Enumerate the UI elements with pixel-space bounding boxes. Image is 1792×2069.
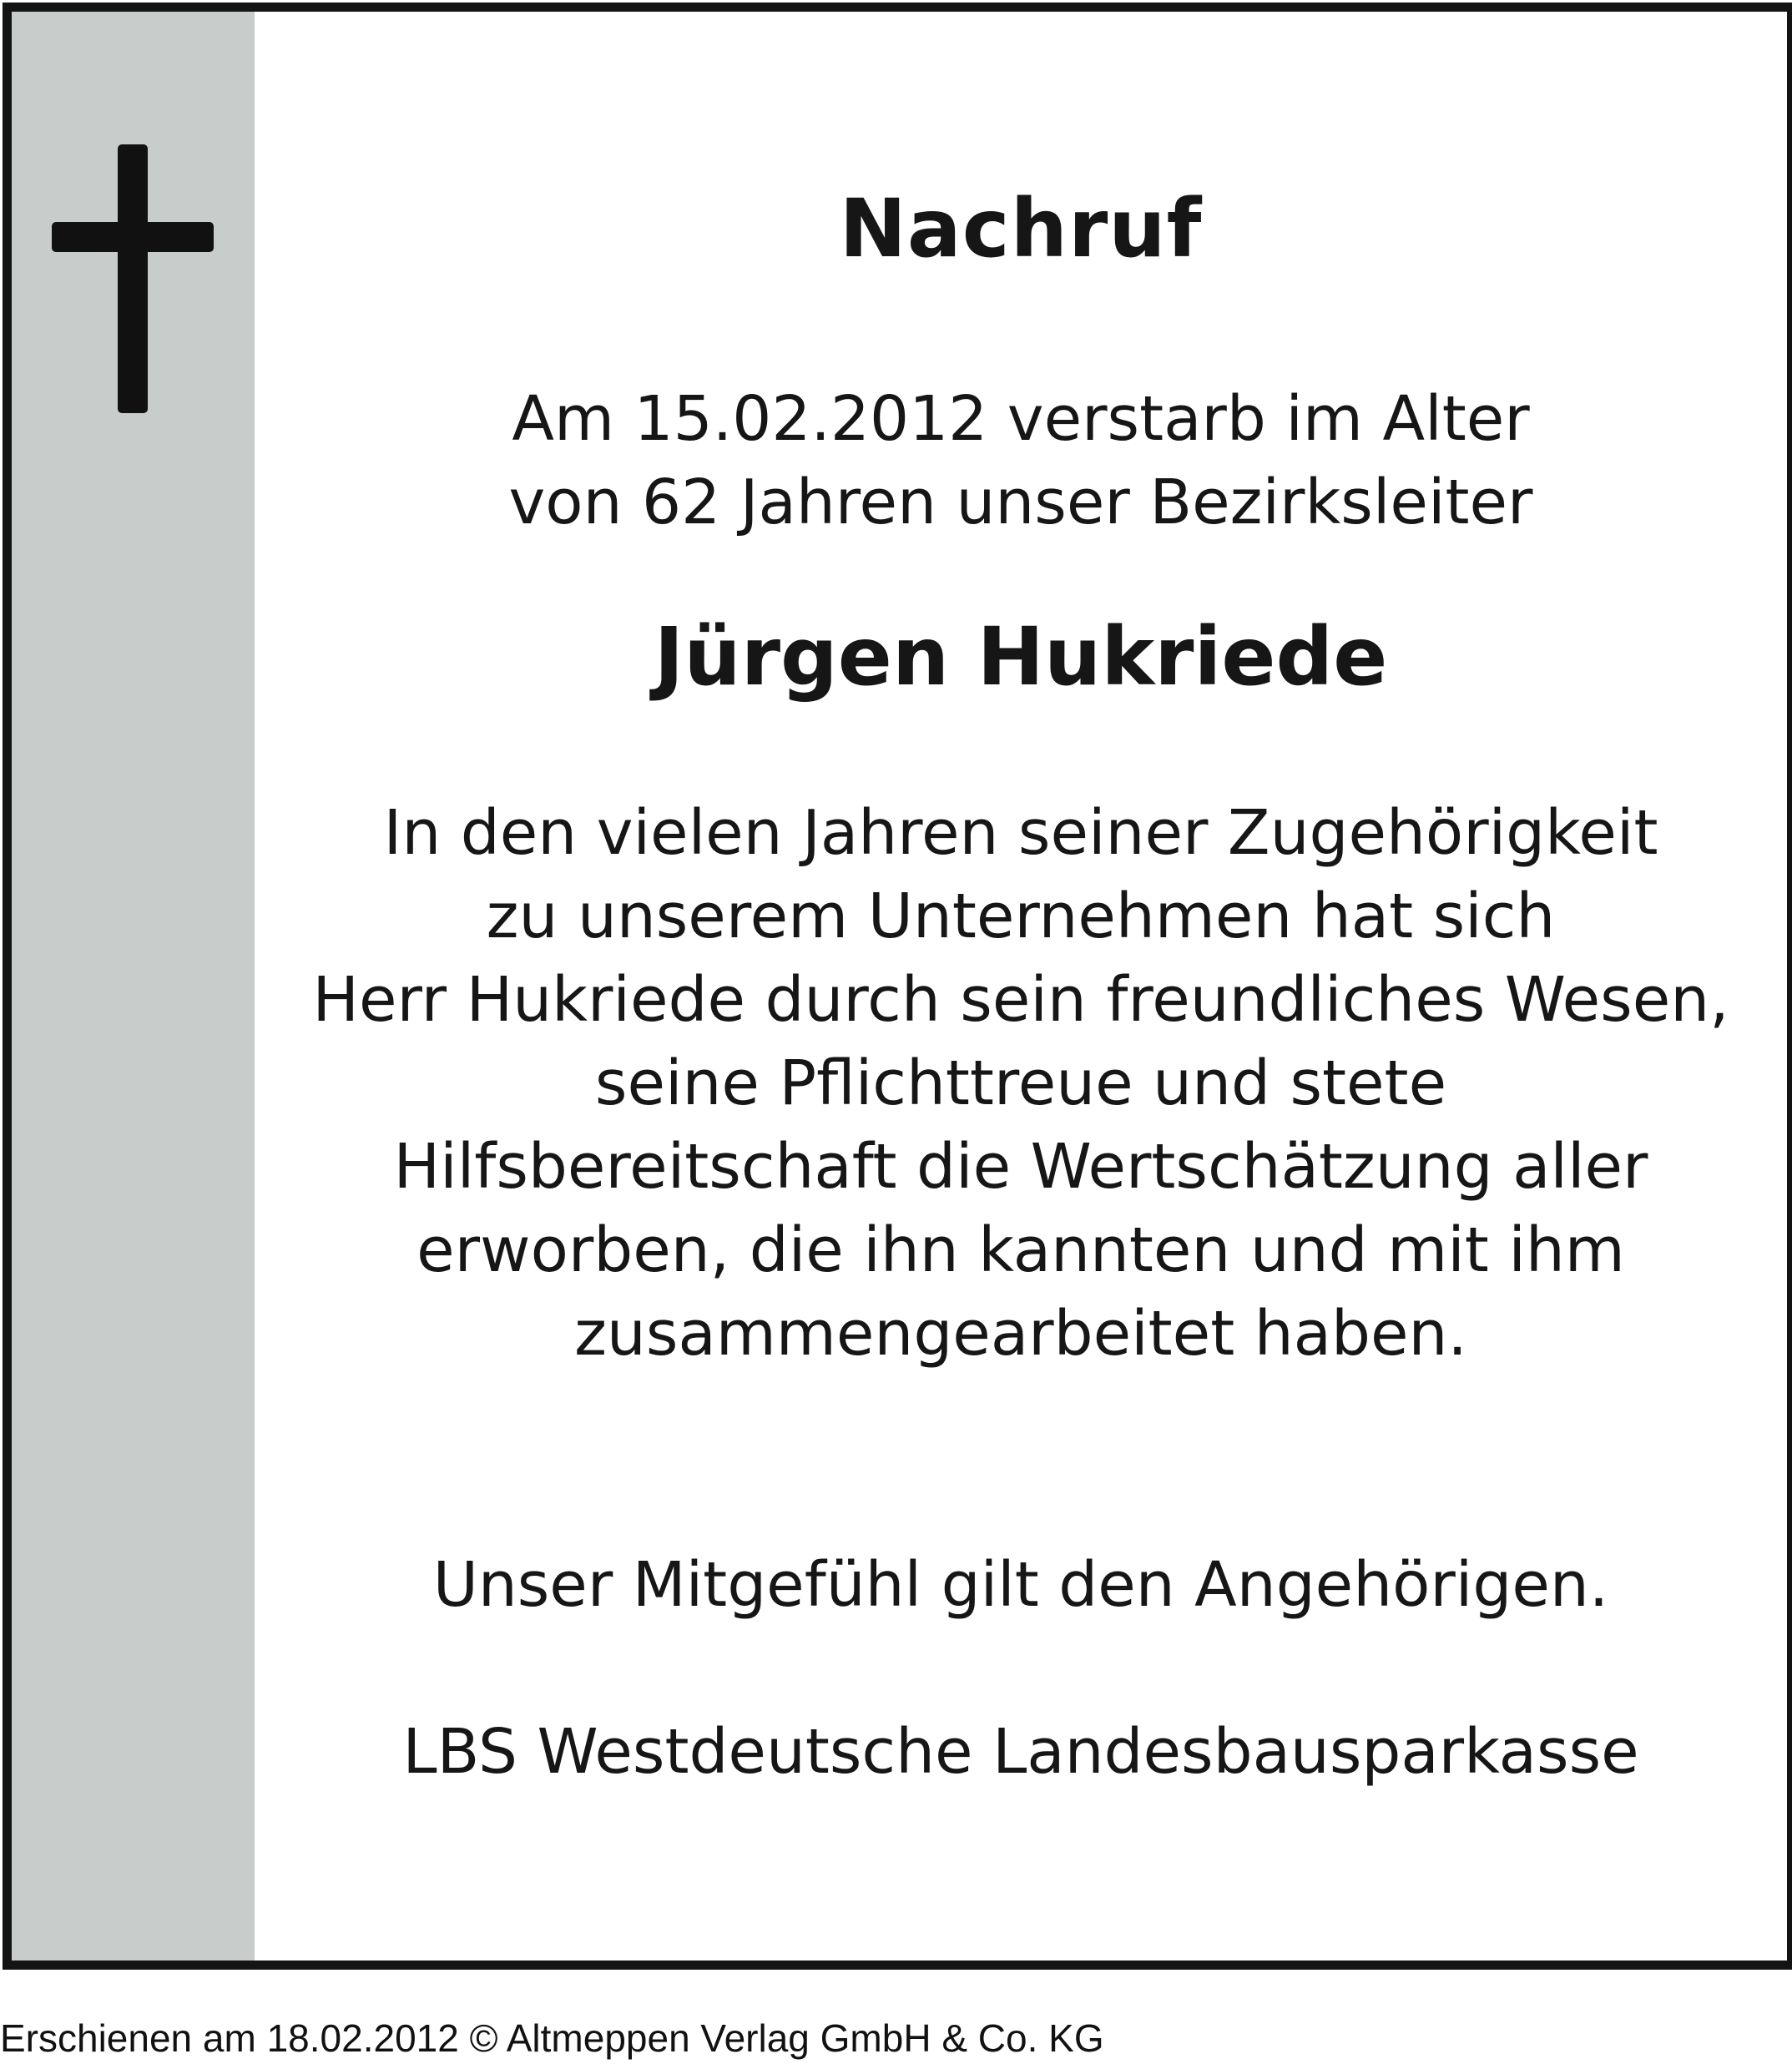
condolence-text: Unser Mitgefühl gilt den Angehörigen.: [432, 1549, 1609, 1621]
cross-icon: [52, 144, 214, 413]
tribute-line: erworben, die ihn kannten und mit ihm: [416, 1214, 1625, 1286]
obituary-content: [255, 12, 1787, 1961]
tribute-line: Hilfsbereitschaft die Wertschätzung aller: [393, 1131, 1648, 1203]
intro-line: Am 15.02.2012 verstarb im Alter: [512, 383, 1530, 455]
tribute-line: Herr Hukriede durch sein freundliches Wesen,: [312, 964, 1729, 1036]
notice-title: Nachruf: [839, 182, 1203, 275]
tribute-line: zu unserem Unternehmen hat sich: [486, 881, 1556, 952]
tribute-line: zusammengearbeitet haben.: [574, 1298, 1467, 1370]
obituary-frame: [3, 3, 1792, 1970]
tribute-line: In den vielen Jahren seiner Zugehörigkeit: [383, 797, 1658, 869]
intro-line: von 62 Jahren unser Bezirksleiter: [508, 467, 1533, 538]
publication-footer: Erschienen am 18.02.2012 © Altmeppen Verlag GmbH & Co. KG: [0, 2016, 1104, 2060]
tribute-text: [255, 791, 1787, 1375]
deceased-name: Jürgen Hukriede: [654, 610, 1388, 704]
signature-text: LBS Westdeutsche Landesbausparkasse: [402, 1716, 1639, 1788]
tribute-line: seine Pflichttreue und stete: [594, 1047, 1447, 1119]
intro-text: [255, 377, 1787, 544]
sidebar-band: [12, 12, 255, 1961]
